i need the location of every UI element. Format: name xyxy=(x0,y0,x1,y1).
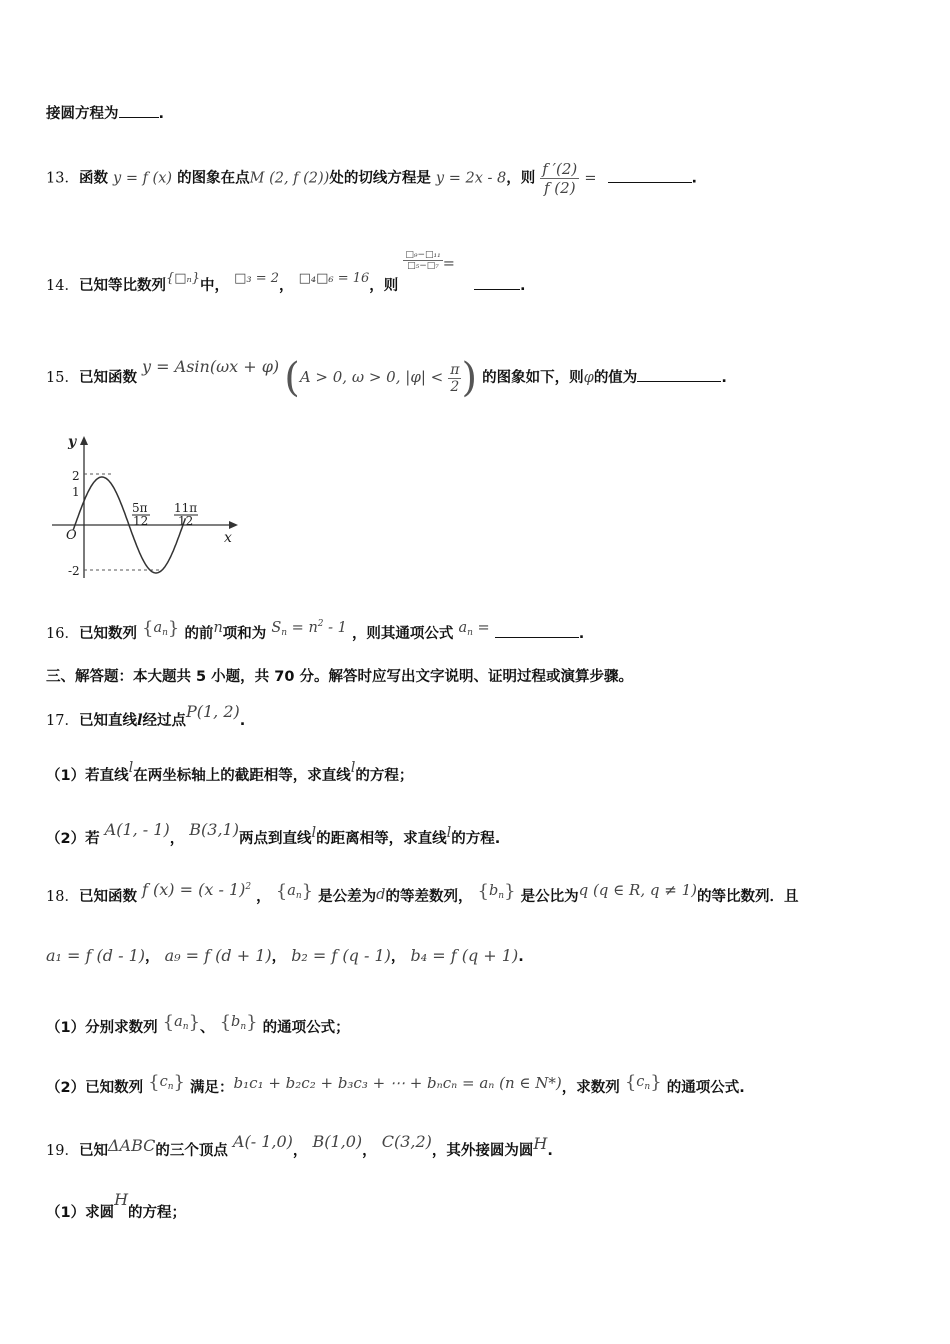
question-number: 15． xyxy=(46,370,79,386)
text: 求圆 xyxy=(85,1205,115,1221)
text: 已知函数 xyxy=(78,370,137,386)
equals: = xyxy=(584,170,597,187)
fraction xyxy=(448,362,461,395)
math-sub: n xyxy=(467,628,473,638)
numerator: π xyxy=(450,361,460,378)
tick-neg2: -2 xyxy=(68,564,80,578)
part-number: （1） xyxy=(46,768,86,784)
text: . xyxy=(239,713,246,729)
question-18-conditions xyxy=(46,945,524,966)
text: 、 xyxy=(200,1020,215,1036)
math-expr xyxy=(160,1074,174,1090)
tick-2: 2 xyxy=(72,469,80,483)
brace-left: { xyxy=(148,1072,160,1093)
section-heading xyxy=(46,665,633,686)
question-17 xyxy=(46,702,245,730)
function-graph xyxy=(46,428,246,583)
denominator: 2 xyxy=(450,378,460,395)
numerator: □₉−□₁₁ xyxy=(405,250,441,260)
text: ， xyxy=(145,949,160,965)
tick-1: 1 xyxy=(72,485,80,499)
brace-right: } xyxy=(246,1012,258,1033)
math-part: = xyxy=(472,620,490,636)
fraction xyxy=(403,250,442,271)
text: ，则其通项公式 xyxy=(351,626,454,642)
text: . xyxy=(518,949,524,965)
math-sub: n xyxy=(644,1082,651,1092)
math-expr: n xyxy=(213,620,223,636)
brace-left: { xyxy=(624,1072,637,1093)
brace-left: { xyxy=(162,1012,175,1033)
paren-right: ) xyxy=(461,355,478,401)
math-expr: A(- 1,0) xyxy=(232,1132,293,1151)
question-17-part-1 xyxy=(46,760,413,785)
equals: = xyxy=(442,256,455,272)
text: ，则 xyxy=(369,278,399,294)
answer-blank[interactable] xyxy=(495,636,579,638)
math-expr xyxy=(231,1014,246,1030)
text: . xyxy=(519,278,526,294)
origin-label: O xyxy=(66,528,77,543)
question-number: 18． xyxy=(46,889,79,905)
denominator: f (2) xyxy=(543,179,576,197)
math-expr: y = Asin(ωx + φ) xyxy=(142,357,280,376)
text: 的图象如下，则 xyxy=(482,370,584,386)
text: 是公比为 xyxy=(520,889,579,905)
text: 接圆方程为 xyxy=(46,106,119,122)
text: 分别求数列 xyxy=(85,1020,158,1036)
question-14 xyxy=(46,250,525,295)
math-part: f (x) = (x - 1) xyxy=(142,880,246,899)
math-var: b xyxy=(231,1014,241,1030)
text: ，则 xyxy=(506,170,536,187)
math-expr: l xyxy=(350,760,356,776)
x-tick-2-den: 12 xyxy=(178,514,194,528)
text: ，求数列 xyxy=(561,1080,620,1096)
math-expr: H xyxy=(114,1190,129,1209)
math-expr xyxy=(174,1014,188,1030)
math-expr: □₃ = 2 xyxy=(234,271,280,286)
text: . xyxy=(158,106,165,122)
text: . xyxy=(721,370,727,386)
y-label: y xyxy=(68,434,77,450)
math-expr: B(1,0) xyxy=(312,1132,363,1151)
math-sub: n xyxy=(167,1082,174,1092)
question-18-part-2 xyxy=(46,1072,745,1097)
math-expr: φ xyxy=(583,370,594,386)
text: 是公差为 xyxy=(318,889,377,905)
math-sub: n xyxy=(182,1022,189,1032)
text: ， xyxy=(271,949,287,965)
brace-right: } xyxy=(504,881,516,902)
math-var: a xyxy=(174,1014,183,1030)
math-part: = n xyxy=(287,620,318,636)
fraction xyxy=(540,160,579,197)
brace-left: { xyxy=(275,881,288,902)
continued-line xyxy=(46,102,164,123)
answer-blank[interactable] xyxy=(119,116,159,118)
text: ，其外接圆为圆 xyxy=(431,1143,534,1159)
brace-left: { xyxy=(219,1012,232,1033)
math-expr xyxy=(142,880,251,899)
math-var: S xyxy=(271,620,282,636)
math-var: c xyxy=(636,1074,645,1090)
math-expr: C(3,2) xyxy=(381,1132,432,1151)
math-expr: l xyxy=(136,712,143,729)
math-sup: 2 xyxy=(317,619,324,629)
text: 已知函数 xyxy=(78,889,137,905)
text: 满足： xyxy=(190,1080,234,1096)
math-expr: A > 0, ω > 0, |φ| < xyxy=(299,368,444,386)
answer-blank[interactable] xyxy=(637,380,721,382)
question-number: 17． xyxy=(46,713,79,729)
x-tick-1-num: 5π xyxy=(132,501,148,515)
question-16 xyxy=(46,618,584,643)
text: . xyxy=(691,170,698,187)
text: 经过点 xyxy=(142,713,186,729)
math-expr xyxy=(271,620,347,636)
text: 项和为 xyxy=(222,626,267,642)
text: 的图象在点 xyxy=(177,170,250,187)
text: 若 xyxy=(85,831,100,847)
brace-left: { xyxy=(477,881,489,902)
text: 的方程； xyxy=(128,1205,187,1221)
part-number: （2） xyxy=(46,1080,86,1096)
math-expr: ΔABC xyxy=(107,1136,156,1155)
math-expr: M (2, f (2)) xyxy=(249,170,330,187)
y-axis-arrow-icon xyxy=(80,436,88,445)
text: 的前 xyxy=(184,626,214,642)
math-expr: l xyxy=(128,760,134,776)
text: 若直线 xyxy=(85,768,129,784)
math-var: c xyxy=(159,1074,168,1090)
math-part: - 1 xyxy=(323,620,347,636)
math-var: b xyxy=(488,883,499,899)
math-expr: b₁c₁ + b₂c₂ + b₃c₃ + ⋯ + bₙcₙ = aₙ (n ∈ N*) xyxy=(233,1074,562,1092)
math-var: a xyxy=(458,620,468,636)
text: 的值为 xyxy=(593,370,638,386)
math-expr: P(1, 2) xyxy=(185,702,240,721)
math-expr xyxy=(489,883,504,899)
text: 的方程. xyxy=(451,831,501,847)
question-number: 16． xyxy=(46,626,79,642)
x-axis-arrow-icon xyxy=(229,521,238,529)
part-number: （1） xyxy=(46,1205,86,1221)
math-expr: q (q ∈ R, q ≠ 1) xyxy=(578,881,697,899)
brace-right: } xyxy=(301,881,314,902)
text: ， xyxy=(292,1143,308,1159)
math-var: a xyxy=(287,883,296,899)
text: 中， xyxy=(200,278,230,294)
math-expr: l xyxy=(311,825,317,841)
x-label: x xyxy=(224,530,232,546)
text: 的等差数列， xyxy=(385,889,473,905)
question-15 xyxy=(46,355,727,401)
x-tick-1-den: 12 xyxy=(133,514,149,528)
part-number: （1） xyxy=(46,1020,86,1036)
paren-left: ( xyxy=(284,355,300,401)
text: . xyxy=(547,1143,553,1159)
math-expr: b₄ = f (q + 1) xyxy=(410,946,519,965)
text: 两点到直线 xyxy=(238,831,312,847)
math-sup: 2 xyxy=(245,882,252,892)
brace-left: { xyxy=(142,618,154,639)
question-number: 13． xyxy=(46,170,79,187)
text: 已知等比数列 xyxy=(78,278,166,294)
text: 已知直线 xyxy=(78,713,137,729)
math-expr: y = 2x - 8 xyxy=(435,170,507,187)
x-tick-2-num: 11π xyxy=(174,501,198,515)
text: 已知数列 xyxy=(78,626,137,642)
part-number: （2） xyxy=(46,831,86,847)
math-sub: n xyxy=(498,891,505,901)
text: 已知 xyxy=(78,1143,108,1159)
answer-blank[interactable] xyxy=(608,181,692,183)
math-sub: n xyxy=(281,628,288,638)
text: 的等比数列．且 xyxy=(696,889,799,905)
denominator: □₅−□₇ xyxy=(407,261,439,271)
text: 的三个顶点 xyxy=(155,1143,228,1159)
math-expr: □₄□₆ = 16 xyxy=(298,271,370,286)
math-expr: b₂ = f (q - 1) xyxy=(291,946,391,965)
math-expr: y = f (x) xyxy=(113,170,173,187)
text: ， xyxy=(279,278,294,294)
math-expr: d xyxy=(376,887,386,903)
question-17-part-2 xyxy=(46,820,500,848)
question-19 xyxy=(46,1132,553,1160)
math-expr: B(3,1) xyxy=(189,820,239,839)
math-expr: a₁ = f (d - 1) xyxy=(46,946,146,965)
numerator: f ′(2) xyxy=(542,160,578,178)
text: ， xyxy=(169,831,185,847)
math-expr: H xyxy=(533,1134,548,1153)
text: ， xyxy=(256,889,271,905)
brace-right: } xyxy=(167,618,180,639)
math-sub: n xyxy=(162,628,168,638)
text: 的通项公式. xyxy=(666,1080,745,1096)
text: 的距离相等，求直线 xyxy=(316,831,447,847)
text: ， xyxy=(362,1143,377,1159)
text: 已知数列 xyxy=(85,1080,144,1096)
math-sub: n xyxy=(240,1022,247,1032)
math-expr xyxy=(153,620,167,636)
math-expr: {□ₙ} xyxy=(165,271,201,286)
math-expr: A(1, - 1) xyxy=(104,820,170,839)
text: 在两坐标轴上的截距相等，求直线 xyxy=(133,768,351,784)
math-var: a xyxy=(153,620,163,636)
math-expr xyxy=(459,620,490,636)
answer-blank[interactable] xyxy=(474,288,520,290)
math-sub: n xyxy=(295,891,302,901)
text: ， xyxy=(390,949,406,965)
text: 三、解答题：本大题共 5 小题，共 70 分。解答时应写出文字说明、证明过程或演算步骤。 xyxy=(46,669,633,685)
math-expr xyxy=(636,1074,650,1090)
question-number: 14． xyxy=(46,278,79,294)
question-number: 19． xyxy=(46,1143,79,1159)
text: 函数 xyxy=(78,170,108,187)
text: 的方程； xyxy=(355,768,414,784)
question-18 xyxy=(46,880,798,906)
text: 的通项公式； xyxy=(262,1020,350,1036)
question-13 xyxy=(46,160,697,197)
math-expr: a₉ = f (d + 1) xyxy=(164,946,272,965)
math-expr: l xyxy=(446,825,452,841)
math-expr xyxy=(287,883,301,899)
question-19-part-1 xyxy=(46,1190,186,1222)
brace-right: } xyxy=(173,1072,185,1093)
text: . xyxy=(578,626,585,642)
question-18-part-1 xyxy=(46,1012,350,1037)
brace-right: } xyxy=(650,1072,662,1093)
brace-right: } xyxy=(188,1012,201,1033)
text: 处的切线方程是 xyxy=(329,170,431,187)
